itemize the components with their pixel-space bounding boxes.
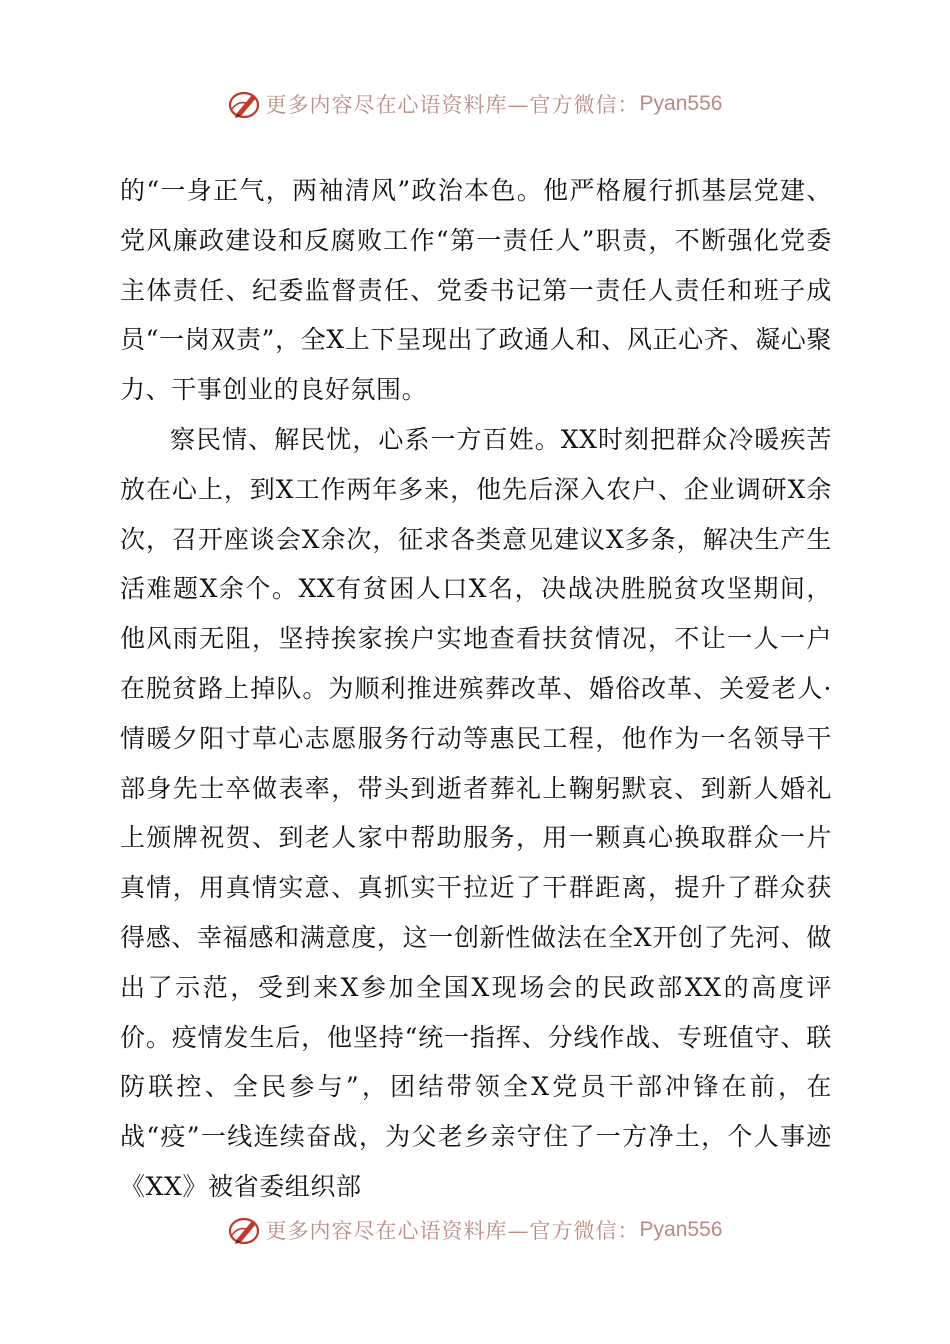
watermark-text: 更多内容尽在心语资料库—官方微信： [265, 1219, 640, 1243]
footer-watermark [0, 1210, 950, 1250]
paragraph-1: 的“一身正气，两袖清风”政治本色。他严格履行抓基层党建、党风廉政建设和反腐败工作“第一责任人”职责，不断强化党委主体责任、纪委监督责任、党委书记第一责任人责任和班子成员“一岗双责”，全X上下呈现出了政通人和、风正心齐、凝心聚力、干事创业的良好氛围。 [120, 176, 832, 405]
document-body [120, 166, 832, 1212]
watermark-wechat-id: Pyan556 [639, 1218, 723, 1241]
paragraph-2: 察民情、解民忧，心系一方百姓。XX时刻把群众冷暖疾苦放在心上，到X工作两年多来，他先后深入农户、企业调研X余次，召开座谈会X余次，征求各类意见建议X多条，解决生产生活难题X余个。XX有贫困人口X名，决战决胜脱贫攻坚期间，他风雨无阻，坚持挨家挨户实地查看扶贫情况，不让一人一户在脱贫路上掉队。为顺利推进殡葬改革、婚俗改革、关爱老人·情暖夕阳寸草心志愿服务行动等惠民工程，他作为一名领导干部身先士卒做表率，带头到逝者葬礼上鞠躬默哀、到新人婚礼上颁牌祝贺、到老人家中帮助服务，用一颗真心换取群众一片真情，用真情实意、真抓实干拉近了干群距离，提升了群众获得感、幸福感和满意度，这一创新性做法在全X开创了先河、做出了示范，受到来X参加全国X现场会的民政部XX的高度评价。疫情发生后，他坚持“统一指挥、分线作战、专班值守、联防联控、全民参与”，团结带领全X党员干部冲锋在前，在战“疫”一线连续奋战，为父老乡亲守住了一方净土，个人事迹《XX》被省委组织部 [120, 424, 832, 1201]
header-watermark [0, 84, 950, 124]
pen-logo-icon [228, 1213, 262, 1247]
watermark-wechat-id: Pyan556 [639, 92, 723, 115]
pen-logo-icon [228, 87, 262, 121]
watermark-text: 更多内容尽在心语资料库—官方微信： [265, 93, 640, 117]
